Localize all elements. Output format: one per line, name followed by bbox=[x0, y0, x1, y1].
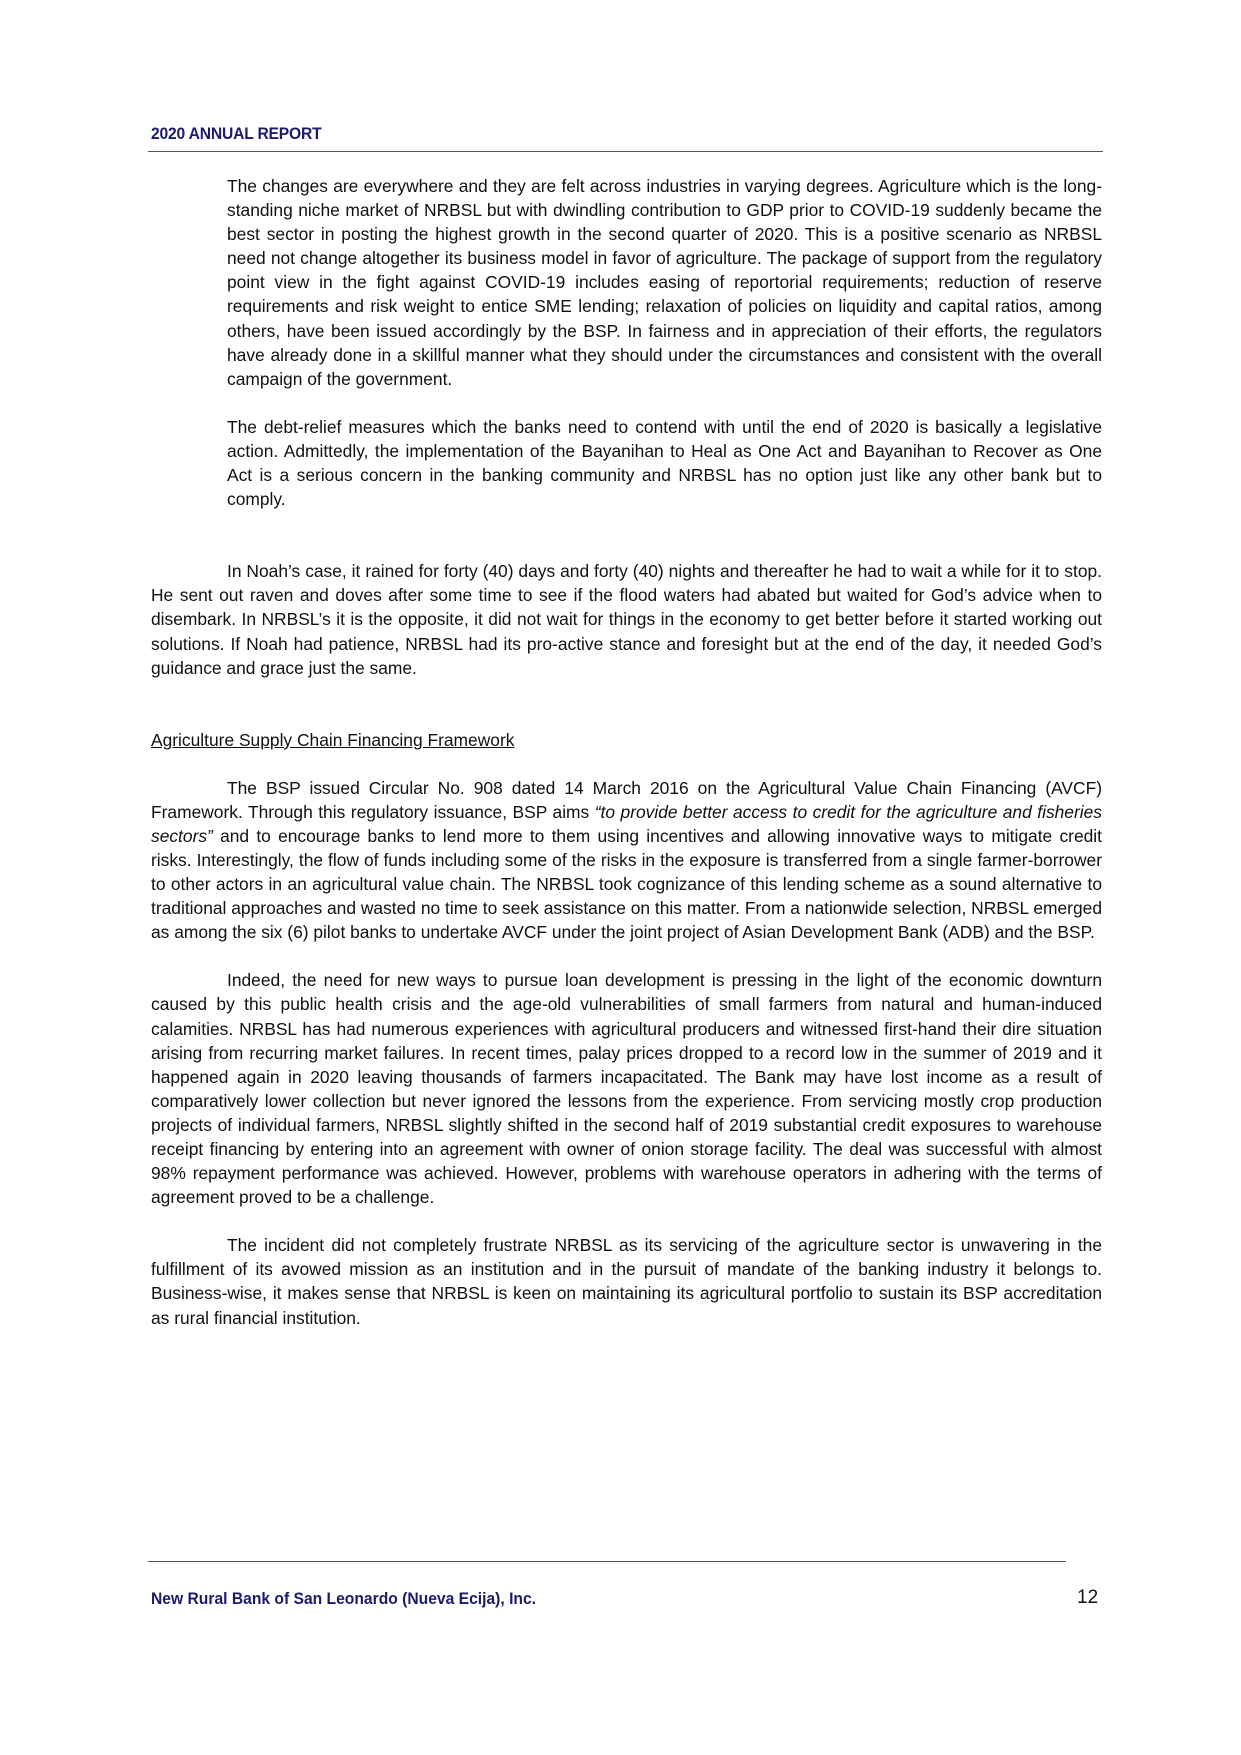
bsp-quote: “to provide better access to credit for the agriculture and fisheries sectors” bbox=[151, 801, 1102, 846]
section-heading: Agriculture Supply Chain Financing Framework bbox=[151, 729, 515, 750]
paragraph-changes: The changes are everywhere and they are felt across industries in varying degrees. Agriculture which is the long-standing niche market of NRBSL but with dwindling contribution to GDP prior to COVID-19 suddenly became the best sector in posting the highest growth in the second quarter of 2020. This is a positive scenario as NRBSL need not change altogether its business model in favor of agriculture. The package of support from the regulatory point view in the fight against COVID-19 includes easing of reportorial requirements; reduction of reserve requirements and risk weight to entice SME lending; relaxation of policies on liquidity and capital ratios, among others, have been issued accordingly by the BSP. In fairness and in appreciation of their efforts, the regulators have already done in a skillful manner what they should under the circumstances and consistent with the overall campaign of the government. bbox=[227, 176, 1102, 389]
paragraph-debt-relief: The debt-relief measures which the banks need to contend with until the end of 2020 is basically a legislative action. Admittedly, the implementation of the Bayanihan to Heal as One Act and Bayanihan to Recover as One Act is a serious concern in the banking community and NRBSL has no option just like any other bank but to comply. bbox=[227, 416, 1102, 510]
page-number: 12 bbox=[1077, 1587, 1099, 1608]
paragraph-incident: The incident did not completely frustrate NRBSL as its servicing of the agriculture sector is unwavering in the fulfillment of its avowed mission as an institution and in the pursuit of mandate of the banking industry it belongs to. Business-wise, it makes sense that NRBSL is keen on maintaining its agricultural portfolio to sustain its BSP accreditation as rural financial institution. bbox=[151, 1235, 1102, 1328]
paragraph-noah: In Noah’s case, it rained for forty (40) days and forty (40) nights and thereafter he had to wait a while for it to stop. He sent out raven and doves after some time to see if the flood waters had abated but waited for God’s advice when to disembark. In NRBSL’s it is the opposite, it did not wait for things in the economy to get better before it started working out solutions. If Noah had patience, NRBSL had its pro-active stance and foresight but at the end of the day, it needed God’s guidance and grace just the same. bbox=[151, 561, 1102, 678]
footer-organization: New Rural Bank of San Leonardo (Nueva Ecija), Inc. bbox=[151, 1589, 537, 1608]
paragraph-loan-development: Indeed, the need for new ways to pursue loan development is pressing in the light of the economic downturn caused by this public health crisis and the age-old vulnerabilities of small farmers from natural and human-induced calamities. NRBSL has had numerous experiences with agricultural producers and witnessed first-hand their dire situation arising from recurring market failures. In recent times, palay prices dropped to a record low in the summer of 2019 and it happened again in 2020 leaving thousands of farmers incapacitated. The Bank may have lost income as a result of comparatively lower collection but never ignored the lessons from the experience. From servicing mostly crop production projects of individual farmers, NRBSL slightly shifted in the second half of 2019 substantial credit exposures to warehouse receipt financing by entering into an agreement with owner of onion storage facility. The deal was successful with almost 98% repayment performance was achieved. However, problems with warehouse operators in adhering with the terms of agreement proved to be a challenge. bbox=[151, 970, 1102, 1208]
bsp-text-end: and to encourage banks to lend more to them using incentives and allowing innovative ways to mitigate credit risks. Interestingly, the flow of funds including some of the risks in the exposure is transferred from a single farmer-borrower to other actors in an agricultural value chain. The NRBSL took cognizance of this lending scheme as a sound alternative to traditional approaches and wasted no time to seek assistance on this matter. From a nationwide selection, NRBSL emerged as among the six (6) pilot banks to undertake AVCF under the joint project of Asian Development Bank (ADB) and the BSP. bbox=[151, 825, 1102, 943]
report-header-title: 2020 ANNUAL REPORT bbox=[151, 124, 322, 143]
footer-divider bbox=[148, 1561, 1066, 1562]
page-body bbox=[151, 174, 1102, 1330]
paragraph-bsp-circular bbox=[151, 776, 1102, 945]
bsp-text-start: The BSP issued Circular No. 908 dated 14 March 2016 on the Agricultural Value Chain Financing (AVCF) Framework. Through this regulatory issuance, BSP aims bbox=[151, 777, 1102, 822]
header-divider bbox=[148, 151, 1103, 152]
